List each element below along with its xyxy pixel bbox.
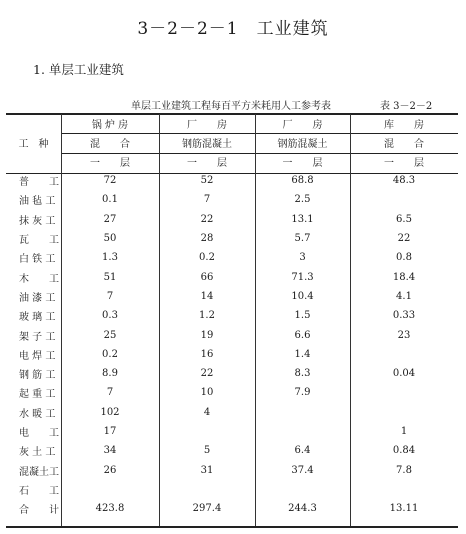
table-cell: 1.3 [102, 252, 118, 264]
table-cell: 13.11 [389, 503, 419, 515]
table-cell: 7 [203, 194, 211, 206]
table-cell: 31 [200, 464, 214, 476]
row-label: 电 工 [19, 428, 59, 439]
table-cell: 22 [200, 213, 214, 225]
table-row [6, 229, 458, 248]
table-cell: 0.2 [199, 252, 215, 264]
table-cell: 4.1 [396, 290, 412, 302]
table-cell: 72 [103, 175, 117, 187]
table-cell: 51 [103, 271, 117, 283]
table-row [6, 499, 458, 518]
row-label: 架 子 工 [19, 331, 56, 343]
table-cell: 22 [200, 368, 214, 380]
row-label: 木 工 [19, 273, 59, 285]
table-cell: 6.5 [396, 213, 412, 225]
table-cell: 244.3 [288, 503, 317, 515]
row-label: 电 焊 工 [19, 350, 56, 362]
worktype-header: 工 种 [18, 139, 49, 150]
table-cell [255, 403, 350, 422]
column-name: 厂 房 [187, 120, 227, 131]
table-cell [61, 480, 159, 499]
column-floors: 一 层 [187, 158, 227, 169]
table-cell: 68.8 [291, 175, 314, 187]
table-caption: 单层工业建筑工程每百平方米耗用人工参考表 [131, 101, 331, 112]
column-name: 厂 房 [282, 120, 323, 131]
table-cell: 48.3 [392, 175, 416, 187]
table-cell: 37.4 [291, 464, 314, 476]
table-cell: 0.8 [396, 252, 412, 264]
table-cell: 28 [200, 233, 214, 245]
table-cell: 0.84 [392, 445, 416, 457]
column-structure: 钢筋混凝土 [277, 139, 328, 150]
table-cell: 66 [200, 271, 214, 283]
table-row [6, 441, 458, 460]
table-cell: 27 [103, 213, 117, 225]
table-cell: 7 [106, 290, 114, 302]
table-row [6, 345, 458, 364]
table-row [6, 171, 458, 190]
table-row [6, 403, 458, 422]
table-cell [159, 480, 255, 499]
table-row [6, 248, 458, 267]
table-cell: 0.04 [392, 368, 416, 380]
column-floors: 一 层 [90, 158, 130, 169]
table-cell: 26 [103, 464, 117, 476]
table-cell: 50 [103, 233, 117, 245]
row-label: 普 工 [19, 177, 59, 189]
row-label: 石 工 [19, 485, 59, 497]
table-cell: 0.1 [102, 194, 118, 206]
column-floors: 一 层 [384, 158, 424, 169]
table-cell: 23 [397, 329, 411, 341]
row-label: 灰 土 工 [19, 447, 56, 459]
row-label: 起 重 工 [19, 389, 56, 401]
table-cell: 25 [103, 329, 117, 341]
table-cell: 1.2 [199, 310, 215, 322]
table-cell: 1 [400, 426, 408, 437]
table-cell: 3 [299, 252, 306, 264]
table-cell: 8.9 [102, 368, 118, 380]
row-label: 油 漆 工 [19, 292, 56, 304]
table-cell: 7.8 [396, 464, 412, 476]
column-name: 锅 炉 房 [91, 120, 129, 131]
table-row [6, 190, 458, 209]
column-structure: 混 合 [90, 139, 130, 150]
labor-reference-table [6, 114, 458, 518]
table-cell [350, 403, 458, 422]
table-row [6, 364, 458, 383]
table-cell: 52 [200, 175, 214, 187]
row-label: 抹 灰 工 [19, 215, 56, 227]
table-cell: 1.4 [294, 348, 311, 360]
row-label: 水 暖 工 [19, 408, 56, 420]
table-cell: 19 [200, 329, 214, 341]
table-cell: 1.5 [294, 310, 311, 322]
table-row [6, 422, 458, 441]
table-cell [350, 190, 458, 209]
row-label: 钢 筋 工 [19, 370, 56, 382]
table-cell: 4 [203, 406, 211, 418]
table-cell: 0.2 [102, 348, 118, 360]
table-row [6, 460, 458, 479]
column-floors: 一 层 [282, 158, 323, 169]
table-cell [350, 383, 458, 402]
column-name: 库 房 [384, 120, 424, 131]
row-label: 玻 璃 工 [19, 312, 56, 324]
table-cell [255, 422, 350, 441]
table-cell: 17 [103, 426, 117, 437]
table-cell: 10 [200, 387, 214, 399]
table-row [6, 383, 458, 402]
table-cell: 71.3 [291, 271, 314, 283]
table-cell: 2.5 [294, 194, 311, 206]
table-cell: 8.3 [294, 368, 311, 380]
row-label: 白 铁 工 [19, 254, 56, 266]
table-cell: 7 [106, 387, 114, 399]
table-cell: 6.6 [294, 329, 311, 341]
table-cell: 5.7 [294, 233, 311, 245]
table-cell: 16 [200, 348, 214, 360]
column-structure: 混 合 [384, 139, 424, 150]
table-cell [159, 422, 255, 441]
table-cell: 102 [100, 406, 120, 418]
table-cell: 423.8 [95, 503, 125, 515]
row-label: 混凝土工 [19, 466, 59, 478]
table-cell: 10.4 [291, 290, 314, 302]
table-row [6, 325, 458, 344]
row-label: 合 计 [19, 505, 59, 517]
table-bottom-rule [6, 526, 458, 528]
table-cell: 22 [397, 233, 411, 245]
page-title: 3－2－2－1 工业建筑 [137, 19, 329, 39]
table-row [6, 210, 458, 229]
column-structure: 钢筋混凝土 [182, 139, 232, 150]
table-row [6, 480, 458, 499]
table-cell: 0.3 [102, 310, 118, 322]
table-cell: 6.4 [294, 445, 311, 457]
table-cell [255, 480, 350, 499]
section-title: 1. 单层工业建筑 [33, 62, 124, 77]
table-cell: 7.9 [294, 387, 311, 399]
table-row [6, 267, 458, 286]
table-cell: 5 [203, 445, 211, 457]
table-cell [350, 480, 458, 499]
table-cell: 34 [103, 445, 117, 457]
table-cell: 14 [200, 290, 214, 302]
table-cell: 297.4 [192, 503, 222, 515]
table-row [6, 287, 458, 306]
table-cell: 18.4 [392, 271, 416, 283]
table-number: 表 3－2－2 [380, 101, 433, 112]
table-cell: 0.33 [392, 310, 416, 322]
row-label: 瓦 工 [19, 235, 59, 247]
row-label: 油 毡 工 [19, 196, 56, 208]
table-cell [350, 345, 458, 364]
table-row [6, 306, 458, 325]
table-cell: 13.1 [291, 213, 314, 225]
